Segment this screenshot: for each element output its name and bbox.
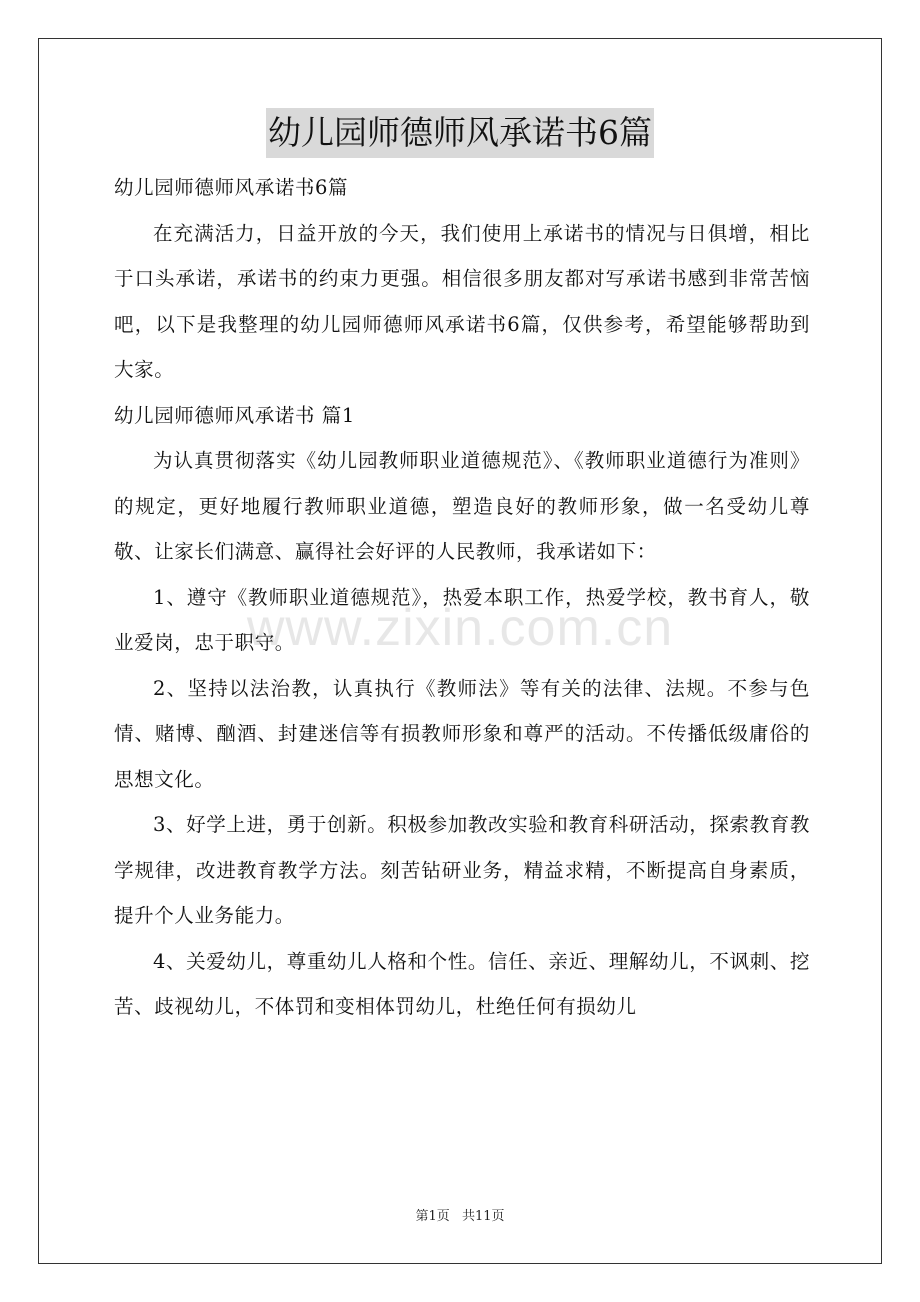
- title-wrap: [0, 108, 920, 158]
- item-4-paragraph: 4、关爱幼儿，尊重幼儿人格和个性。信任、亲近、理解幼儿，不讽刺、挖苦、歧视幼儿，不体罚和变相体罚幼儿，杜绝任何有损幼儿: [114, 949, 810, 1018]
- item-2-paragraph: 2、坚持以法治教，认真执行《教师法》等有关的法律、法规。不参与色情、赌博、酗酒、封建迷信等有损教师形象和尊严的活动。不传播低级庸俗的思想文化。: [114, 676, 810, 791]
- page-total: 共11页: [461, 1209, 505, 1224]
- document-title: 幼儿园师德师风承诺书6篇: [266, 108, 654, 158]
- page-number: 第1页: [415, 1209, 450, 1224]
- subtitle-line: 幼儿园师德师风承诺书6篇: [114, 176, 349, 199]
- item-3-paragraph: 3、好学上进，勇于创新。积极参加教改实验和教育科研活动，探索教育教学规律，改进教育教学方法。刻苦钻研业务，精益求精，不断提高自身素质，提升个人业务能力。: [114, 813, 810, 927]
- intro-paragraph: 在充满活力，日益开放的今天，我们使用上承诺书的情况与日俱增，相比于口头承诺，承诺书的约束力更强。相信很多朋友都对写承诺书感到非常苦恼吧，以下是我整理的幼儿园师德师风承诺书6篇，仅供参考，希望能够帮助到大家。: [114, 221, 810, 381]
- section-heading: 幼儿园师德师风承诺书 篇1: [114, 403, 355, 427]
- item-1-paragraph: 1、遵守《教师职业道德规范》，热爱本职工作，热爱学校，教书育人，敬业爱岗，忠于职守。: [114, 585, 810, 654]
- watermark: www.zixin.com.cn: [246, 599, 674, 657]
- document-body: [114, 165, 810, 1030]
- page-footer: [0, 1205, 920, 1224]
- preamble-paragraph: 为认真贯彻落实《幼儿园教师职业道德规范》、《教师职业道德行为准则》的规定，更好地履行教师职业道德，塑造良好的教师形象，做一名受幼儿尊敬、让家长们满意、赢得社会好评的人民教师，我承诺如下：: [114, 449, 810, 563]
